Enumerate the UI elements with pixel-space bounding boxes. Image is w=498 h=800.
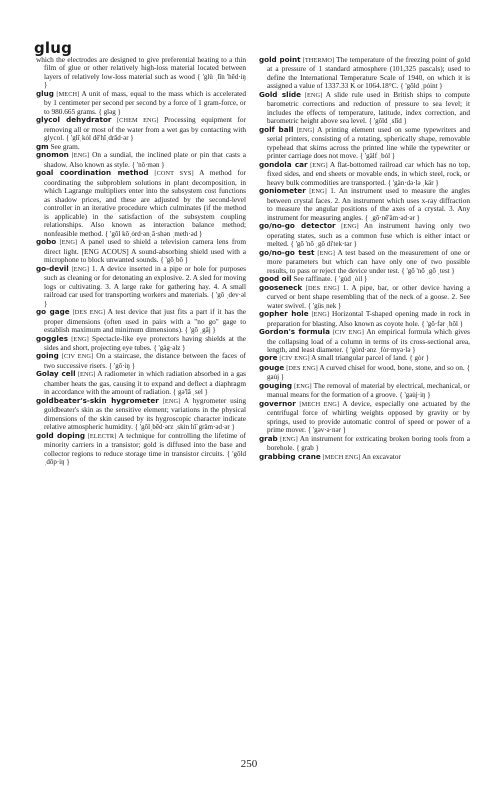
entry-definition: The removal of material by electrical, mechanical, or manual means for the formation of a groove.	[267, 380, 470, 400]
dictionary-entry	[259, 362, 470, 382]
entry-field-label: [ENG]	[309, 188, 327, 196]
entry-definition: An excavator	[361, 451, 401, 461]
entry-definition: A hygrometer using goldbeater's skin as the sensitive element; variations in the physical dimensions of the skin caused by its hygroscopic character indicate relative atmospheric humidity.	[44, 395, 246, 432]
entry-headword: gold doping	[36, 430, 85, 440]
dictionary-entry	[36, 237, 246, 265]
entry-headword: good oil	[259, 274, 292, 284]
entry-pronunciation: { 'gän·də·lə ˌkär }	[387, 178, 439, 187]
entry-pronunciation: { 'gōld ˌdōp·iŋ }	[44, 449, 246, 467]
entry-field-label: [CIV ENG]	[332, 329, 364, 337]
entry-headword: goggles	[36, 333, 68, 343]
entry-field-label: [CONT SYS]	[154, 170, 194, 178]
entry-pronunciation: { 'gäg·əlz }	[153, 343, 186, 352]
entry-field-label: [ENG]	[71, 335, 89, 343]
dictionary-entry	[36, 168, 246, 238]
entry-pronunciation: { 'gōˌbō }	[160, 256, 189, 265]
entry-pronunciation: { 'glīˌkȯl dē'hīˌdrād·ər }	[65, 134, 134, 143]
entry-field-label: [MECH]	[56, 90, 80, 98]
running-head	[34, 38, 72, 57]
guide-word: glug	[34, 39, 73, 57]
dictionary-entry	[36, 369, 246, 397]
entry-definition: On a staircase, the distance between the faces of two successive risers.	[44, 351, 246, 370]
entry-field-label: [DES ENG]	[286, 364, 318, 372]
dictionary-entry	[36, 263, 246, 308]
entry-field-label: [ENG]	[304, 91, 323, 99]
entry-field-label: [ELECTR]	[87, 432, 117, 440]
entry-field-label: [ENG]	[71, 152, 90, 160]
entry-definition: An empirical formula which gives the collapsing load of a column in terms of its cross-sectional area, length, and least diameter.	[267, 327, 470, 354]
entry-definition: Horizontal T-shaped opening made in rock in preparation for blasting. Also known as coyote hole.	[267, 309, 470, 328]
entry-definition: A device, especially one actuated by the centrifugal force of whirling weights opposed by gravity or by springs, used to provide automatic control of speed or power of a prime mover.	[267, 398, 470, 435]
entry-field-label: [DES ENG]	[72, 309, 106, 317]
entry-pronunciation: { gləg }	[98, 107, 121, 116]
entry-pronunciation: { 'gō ˌgāj }	[184, 326, 216, 335]
entry-field-label: [THERMO]	[302, 57, 335, 64]
entry-pronunciation: { 'gau̇j·iŋ }	[399, 391, 431, 400]
entry-pronunciation: { 'gälf ˌbȯl }	[359, 152, 396, 161]
entry-headword: gouging	[259, 380, 293, 390]
entry-field-label: [CIV ENG]	[279, 355, 310, 363]
entry-pronunciation: { gə'lā ˌsel }	[172, 388, 208, 397]
entry-field-label: [ENG]	[280, 435, 298, 443]
entry-definition: A printing element used on some typewriters and serial printers, consisting of a rotating, spherically shape, removable typehead that skims across the printed line while the typewriter or printer carriage does not move.	[267, 124, 470, 161]
dictionary-entry	[259, 451, 470, 462]
dictionary-entry	[259, 327, 470, 354]
entry-field-label: [ENG]	[341, 223, 359, 231]
left-column	[36, 56, 246, 768]
entry-pronunciation: { 'glü ˌlīn 'hēd·iŋ }	[44, 72, 246, 90]
dictionary-entry	[36, 307, 246, 335]
entry-definition: A panel used to shield a television camera lens from direct light. [ENG ACOUS] A sound-absorbing shield used with a microphone to block unwanted sounds.	[44, 237, 246, 265]
entry-headword: gopher hole	[259, 309, 309, 319]
entry-definition: The temperature of the freezing point of gold at a pressure of 1 standard atmosphere (101,325 pascals); used to define the International Temperature Scale of 1940, on which it is assigned a value of 1337.33 K or 1064.18°C.	[267, 56, 470, 91]
entry-pronunciation: { 'gō·fər ˌhōl }	[421, 319, 464, 328]
entry-definition: On a sundial, the inclined plate or pin that casts a shadow. Also known as style.	[44, 150, 246, 169]
right-column	[259, 56, 470, 768]
dictionary-entry	[36, 430, 246, 467]
entry-headword: grab	[259, 433, 278, 443]
entry-definition: A curved chisel for wood, bone, stone, and so on.	[319, 362, 465, 372]
entry-headword: gnomon	[36, 150, 69, 160]
entry-definition: A slide rule used in British ships to compute barometric corrections and reduction of pressure to sea level; it includes the effects of temperature, latitude, index correction, and barometric height above sea level.	[267, 89, 470, 126]
dictionary-entry	[36, 351, 246, 370]
entry-headword: goniometer	[259, 186, 306, 196]
dictionary-entry	[259, 282, 470, 310]
entry-headword: gm	[36, 141, 49, 151]
dictionary-entry	[259, 247, 470, 275]
entry-definition: Processing equipment for removing all or most of the water from a wet gas by contacting with glycol.	[44, 115, 246, 143]
entry-headword: glycol dehydrator	[36, 115, 112, 125]
entry-pronunciation: { 'gōlˌbēd·ərz ˌskin hīˈgräm·əd·ər }	[134, 423, 235, 432]
entry-headword: going	[36, 351, 59, 361]
entry-definition: An instrument for extricating broken boring tools from a borehole.	[267, 433, 470, 453]
entry-field-label: [ENG]	[294, 382, 312, 390]
entry-pronunciation: { 'güsˌnek }	[307, 301, 342, 310]
entry-pronunciation: { gau̇j }	[267, 363, 470, 382]
entry-headword: Gold slide	[259, 89, 302, 99]
entry-headword: Golay cell	[36, 369, 76, 379]
entry-headword: gore	[259, 353, 278, 363]
entry-headword: gobo	[36, 237, 57, 247]
entry-headword: golf ball	[259, 124, 294, 134]
entry-pronunciation: { ˌgō·nē'äm·əd·ər }	[364, 213, 420, 222]
dictionary-entry	[36, 88, 246, 116]
entry-definition: A method for coordinating the subproblem solutions in plant decomposition, in which Lagrange multipliers enter into the subsystem cost functions as shadow prices, and these are adjusted by the second-level controller in an iterative procedure which culminates (if the method is applicable) in the satisfaction of the subsystem coupling relationships. Also known as interaction balance method; nonfeasible method.	[44, 168, 246, 238]
entry-definition: A small triangular parcel of land.	[311, 353, 408, 363]
entry-headword: gouge	[259, 362, 285, 372]
entry-headword: grabbing crane	[259, 451, 321, 461]
entry-definition: A test based on the measurement of one or more parameters but which can have only one of two possible results, to pass or reject the device under test.	[267, 247, 470, 275]
entry-headword: glug	[36, 88, 54, 98]
entry-headword: Gordon's formula	[259, 327, 330, 337]
dictionary-entry	[259, 433, 470, 453]
entry-definition: Spectacle-like eye protectors having shields at the sides and short, projecting eye tubes.	[44, 333, 246, 352]
dictionary-entry	[36, 395, 246, 432]
entry-field-label: [ENG]	[311, 311, 330, 319]
entry-field-label: [ENG]	[296, 126, 315, 134]
entry-definition: A flat-bottomed railroad car which has no top, fixed sides, and end sheets or movable ends, in which steel, rock, or heavy bulk commodities are transported.	[267, 159, 470, 187]
entry-headword: goal coordination method	[36, 168, 149, 178]
entry-headword: goldbeater's-skin hygrometer	[36, 395, 159, 405]
dictionary-entry	[259, 159, 470, 187]
entry-headword: gondola car	[259, 159, 308, 169]
entry-definition: An instrument having only two operating states, such as a common fuse which is either intact or melted.	[267, 221, 470, 249]
entry-pronunciation: { 'nō·mən }	[131, 160, 165, 169]
entry-definition: 1. An instrument used to measure the angles between crystal faces. 2. An instrument which uses x-ray diffraction to measure the angular positions of the axes of a crystal. 3. Any instrument for measuring angles.	[267, 186, 470, 222]
entry-field-label: [ENG]	[59, 239, 78, 247]
entry-pronunciation: { 'gu̇d ˌȯil }	[333, 275, 368, 284]
dictionary-entry	[259, 124, 470, 161]
entry-pronunciation: { 'gōld ˌslīd }	[368, 117, 407, 126]
dictionary-entry	[259, 309, 470, 328]
entry-pronunciation: { 'gōl kōˌȯrd·ənˌā·shən ˌmeth·əd }	[105, 229, 203, 238]
entry-definition: A technique for controlling the lifetime of minority carriers in a transistor; gold is diffused into the base and collector regions to reduce storage time in transistor circuits.	[44, 430, 246, 458]
dictionary-entry	[36, 115, 246, 143]
entry-field-label: [ENG]	[162, 397, 181, 405]
entry-field-label: [ENG]	[310, 161, 328, 169]
entry-field-label: [ENG]	[71, 265, 90, 273]
entry-definition: 1. A pipe, bar, or other device having a curved or bent shape resembling that of the neck of a goose. 2. See water swivel.	[267, 282, 470, 310]
entry-pronunciation: { 'gō 'nō ˌgō di'tek·tər }	[290, 240, 357, 249]
dictionary-entry	[36, 56, 246, 90]
entry-field-label: [ENG]	[77, 371, 96, 379]
entry-pronunciation: { 'gō 'nō ˌgō ˌtest }	[401, 266, 455, 275]
entry-pronunciation: { 'gōld ˌpȯint }	[400, 82, 443, 91]
dictionary-entry	[259, 56, 470, 91]
entry-definition: A test device that just fits a part if it has the proper dimensions (often used in pairs with a "no go" gage to establish maximum and minimum dimensions).	[44, 307, 246, 335]
entry-headword: go/no-go test	[259, 247, 315, 257]
entry-headword: gold point	[259, 56, 301, 64]
entry-headword: governor	[259, 398, 296, 408]
entry-pronunciation: { 'gō·iŋ }	[108, 361, 136, 370]
dictionary-entry	[36, 333, 246, 353]
page-number: 250	[240, 758, 258, 770]
dictionary-entry	[259, 89, 470, 126]
dictionary-entry	[259, 186, 470, 222]
entry-definition: 1. A device inserted in a pipe or hole for purposes such as cleaning or for detonating an explosive. 2. A sled for moving logs or cultivating. 3. A large rake for gathering hay. 4. A small railroad car used for transporting workers and materials.	[44, 263, 246, 300]
entry-pronunciation: { 'gō ˌdev·əl }	[44, 291, 246, 308]
entry-field-label: [ENG]	[317, 249, 335, 257]
entry-headword: go gage	[36, 307, 70, 317]
entry-definition: A unit of mass, equal to the mass which is accelerated by 1 centimeter per second per second by a force of 1 gram-force, or to 980.665 grams.	[44, 88, 246, 116]
entry-headword: gooseneck	[259, 282, 303, 292]
entry-definition: See raffinate.	[293, 274, 333, 284]
entry-field-label: [MECH ENG]	[322, 453, 361, 461]
dictionary-entry	[259, 380, 470, 400]
entry-field-label: [CIV ENG]	[61, 353, 94, 361]
entry-field-label: [DES ENG]	[305, 284, 340, 292]
dictionary-entry	[36, 150, 246, 169]
entry-pronunciation: { 'gəv·ə·nər }	[307, 426, 347, 435]
entry-field-label: [CHEM ENG]	[116, 117, 159, 125]
dictionary-entry	[259, 398, 470, 435]
entry-headword: go/no-go detector	[259, 221, 336, 231]
entry-headword: go-devil	[36, 263, 69, 273]
dictionary-entry	[259, 221, 470, 249]
entry-field-label: [MECH ENG]	[299, 400, 340, 408]
entry-definition: See gram.	[50, 141, 80, 151]
entry-pronunciation: { gȯr }	[409, 354, 429, 363]
entry-pronunciation: { 'gȯrd·ənz ˌfȯr·myə·lə }	[345, 345, 416, 354]
entry-definition: which the electrodes are designed to give preferential heating to a thin film of glue or other relatively high-loss material located between layers of relatively low-loss material such as wood	[36, 56, 246, 81]
entry-pronunciation: { grab }	[296, 444, 319, 453]
entry-definition: A radiometer in which radiation absorbed in a gas chamber heats the gas, causing it to expand and deflect a diaphragm in accordance with the amount of radiation.	[44, 369, 246, 397]
